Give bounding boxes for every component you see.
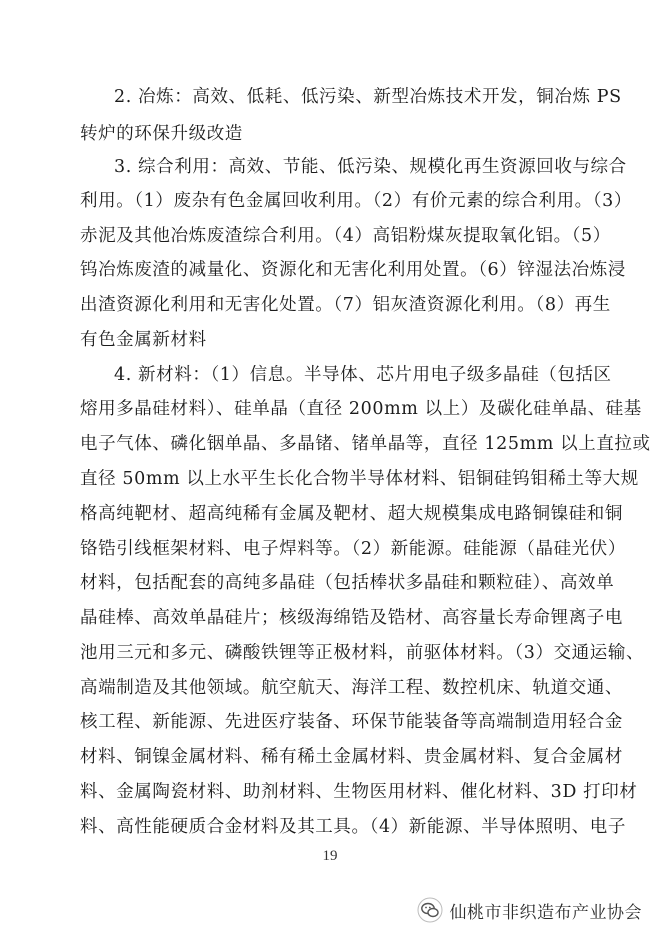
paragraph-line: 池用三元和多元、磷酸铁锂等正极材料，前驱体材料。（3）交通运输、 [80, 643, 645, 663]
paragraph-line: 3. 综合利用：高效、节能、低污染、规模化再生资源回收与综合 [114, 157, 627, 177]
paragraph-line: 料、金属陶瓷材料、助剂材料、生物医用材料、催化材料、3D 打印材 [80, 782, 638, 802]
paragraph-line: 出渣资源化利用和无害化处置。（7）铝灰渣资源化利用。（8）再生 [80, 295, 611, 315]
paragraph-line: 高端制造及其他领域。航空航天、海洋工程、数控机床、轨道交通、 [80, 678, 623, 698]
paragraph-line: 2. 冶炼：高效、低耗、低污染、新型冶炼技术开发，铜冶炼 PS [114, 87, 622, 107]
wechat-icon [417, 897, 443, 923]
paragraph-line: 熔用多晶硅材料）、硅单晶（直径 200mm 以上）及碳化硅单晶、硅基 [80, 399, 642, 419]
paragraph-line: 铬锆引线框架材料、电子焊料等。（2）新能源。硅能源（晶硅光伏） [80, 539, 626, 559]
watermark [417, 897, 643, 923]
paragraph-line: 直径 50mm 以上水平生长化合物半导体材料、铝铜硅钨钼稀土等大规 [80, 469, 639, 489]
paragraph-line: 格高纯靶材、超高纯稀有金属及靶材、超大规模集成电路铜镍硅和铜 [80, 504, 623, 524]
paragraph-line: 钨冶炼废渣的减量化、资源化和无害化利用处置。（6）锌湿法冶炼浸 [80, 260, 626, 280]
paragraph-line: 4. 新材料：（1）信息。半导体、芯片用电子级多晶硅（包括区 [114, 365, 612, 385]
paragraph-line: 材料、铜镍金属材料、稀有稀土金属材料、贵金属材料、复合金属材 [80, 747, 623, 767]
paragraph-line: 材料，包括配套的高纯多晶硅（包括棒状多晶硅和颗粒硅）、高效单 [80, 573, 615, 593]
paragraph-line: 有色金属新材料 [80, 330, 207, 350]
paragraph-line: 晶硅棒、高效单晶硅片；核级海绵锆及锆材、高容量长寿命锂离子电 [80, 608, 623, 628]
paragraph-line: 赤泥及其他冶炼废渣综合利用。（4）高铝粉煤灰提取氧化铝。（5） [80, 226, 611, 246]
paragraph-line: 转炉的环保升级改造 [80, 124, 243, 144]
paragraph-line: 核工程、新能源、先进医疗装备、环保节能装备等高端制造用轻合金 [80, 712, 623, 732]
paragraph-line: 利用。（1）废杂有色金属回收利用。（2）有价元素的综合利用。（3） [80, 191, 632, 211]
paragraph-line: 料、高性能硬质合金材料及其工具。（4）新能源、半导体照明、电子 [80, 817, 626, 837]
paragraph-line: 电子气体、磷化铟单晶、多晶锗、锗单晶等，直径 125mm 以上直拉或 [80, 434, 651, 454]
page-number: 19 [322, 848, 338, 864]
watermark-text: 仙桃市非织造布产业协会 [449, 902, 642, 923]
